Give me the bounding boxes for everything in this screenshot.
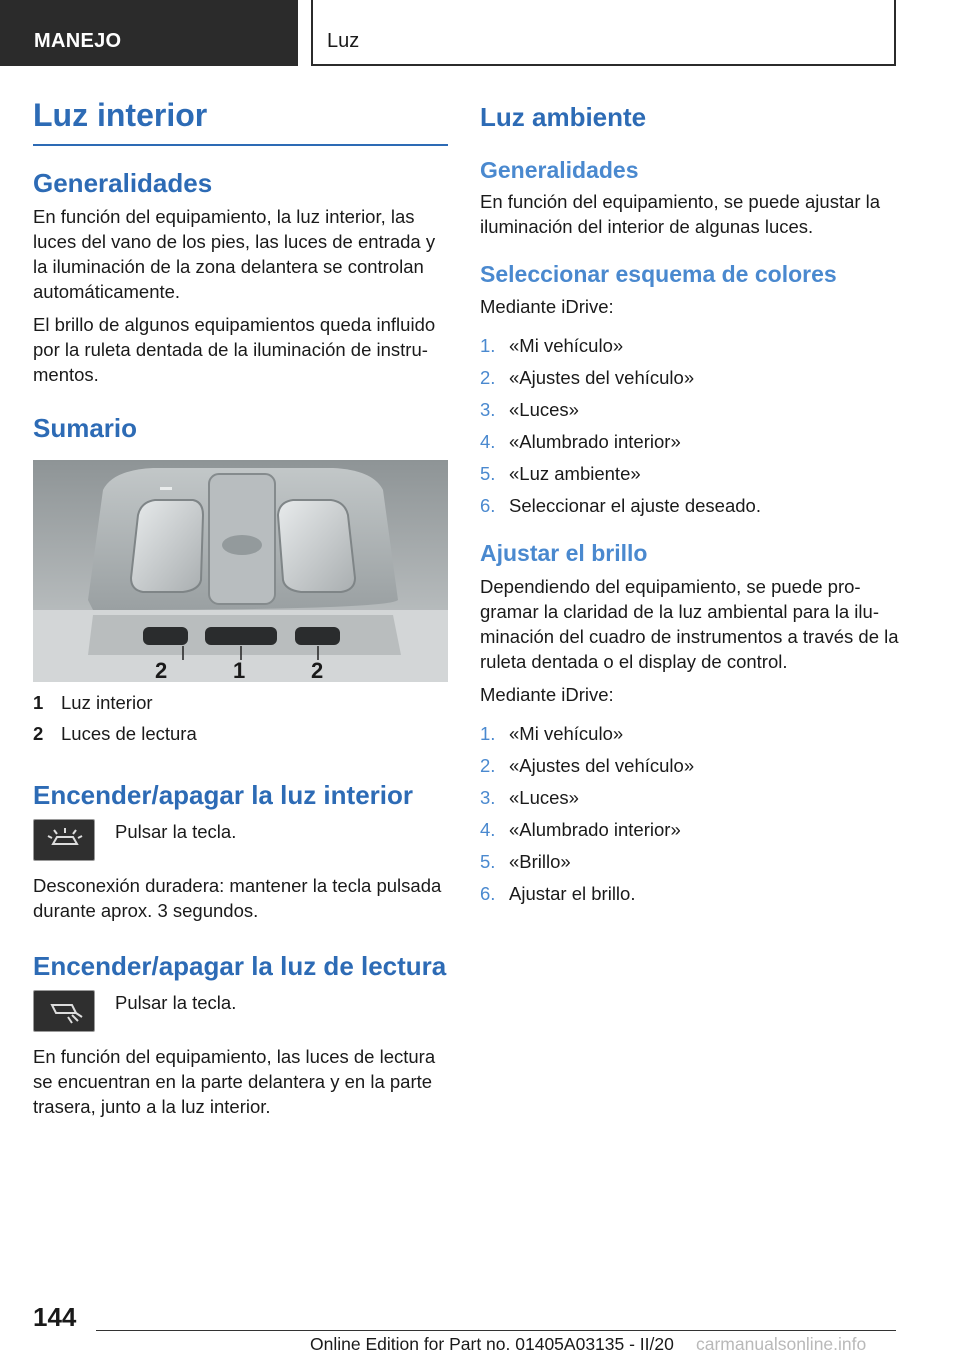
list-item: 3. «Luces»	[480, 399, 579, 421]
legend-number: 1	[33, 691, 44, 713]
header-section: MANEJO	[0, 0, 298, 66]
heading-sumario: Sumario	[33, 412, 138, 443]
interior-light-key-icon	[33, 819, 95, 861]
list-item: 6. Ajustar el brillo.	[480, 882, 636, 904]
paragraph: Desconexión duradera: mantener la tecla pulsada durante aprox. 3 segundos.	[33, 874, 442, 921]
list-item: 4. «Alumbrado interior»	[480, 431, 681, 453]
key-row	[33, 990, 448, 1032]
paragraph: En función del equipamiento, las luces de lectura se encuentran en la parte delantera y en la parte trasera, junto a la luz interior.	[33, 1046, 436, 1118]
list-item: 2. «Ajustes del vehículo»	[480, 754, 695, 776]
list-item: 1. «Mi vehículo»	[480, 335, 624, 357]
legend-text: Luces de lectura	[61, 722, 197, 744]
list-item: 4. «Alumbrado interior»	[480, 818, 681, 840]
heading-brightness: Ajustar el brillo	[480, 540, 648, 567]
header-chapter: Luz	[311, 0, 896, 66]
heading-interior-light: Encender/apagar la luz interior	[33, 779, 413, 810]
list-item: 3. «Luces»	[480, 786, 579, 808]
heading-generalidades: Generalidades	[33, 168, 213, 199]
photo-label: 1	[233, 657, 246, 682]
photo-label: 2	[311, 657, 324, 682]
page-title: Luz interior	[33, 96, 448, 146]
key-instruction: Pulsar la tecla.	[115, 820, 237, 842]
legend-text: Luz interior	[61, 691, 153, 713]
legend-item	[33, 721, 448, 746]
key-instruction: Pulsar la tecla.	[115, 992, 237, 1014]
page-number: 144	[33, 1302, 77, 1332]
footer-edition: Online Edition for Part no. 01405A03135 - II/20	[310, 1334, 674, 1354]
list-item: 6. Seleccionar el ajuste deseado.	[480, 495, 761, 517]
legend-number: 2	[33, 722, 44, 744]
legend	[33, 690, 448, 746]
legend-item	[33, 690, 448, 715]
paragraph: Dependiendo del equipamiento, se puede programar la claridad de la luz ambiental para la iluminación del cuadro de instrumentos a través de la ruleta dentada o el display de control.	[480, 575, 899, 672]
photo-label: 2	[155, 657, 168, 682]
footer-watermark: carmanualsonline.info	[696, 1334, 867, 1354]
paragraph: En función del equipamiento, la luz interior, las luces del vano de los pies, las luces de entrada y la iluminación de la zona delantera se controlan automáticamente.	[33, 205, 436, 302]
reading-light-key-icon	[33, 990, 95, 1032]
heading-reading-light: Encender/apagar la luz de lectura	[33, 950, 447, 981]
left-column	[33, 96, 448, 1119]
heading-generalidades-ambient: Generalidades	[480, 157, 639, 184]
paragraph: En función del equipamiento, se puede ajustar la iluminación del interior de algunas luces.	[480, 190, 881, 237]
heading-color-scheme: Seleccionar esquema de colores	[480, 260, 837, 287]
footer-divider	[96, 1330, 896, 1331]
steps-brightness	[480, 721, 900, 906]
paragraph: El brillo de algunos equipamientos queda influido por la ruleta dentada de la iluminación de instrumentos.	[33, 313, 436, 385]
paragraph: Mediante iDrive:	[480, 296, 614, 318]
list-item: 5. «Brillo»	[480, 850, 571, 872]
heading-ambient-light: Luz ambiente	[480, 102, 647, 132]
key-row	[33, 819, 448, 861]
steps-color-scheme	[480, 333, 900, 518]
list-item: 1. «Mi vehículo»	[480, 722, 624, 744]
overhead-console-photo	[33, 460, 448, 682]
paragraph: Mediante iDrive:	[480, 683, 614, 705]
list-item: 2. «Ajustes del vehículo»	[480, 367, 695, 389]
right-column	[480, 102, 900, 913]
list-item: 5. «Luz ambiente»	[480, 463, 641, 485]
